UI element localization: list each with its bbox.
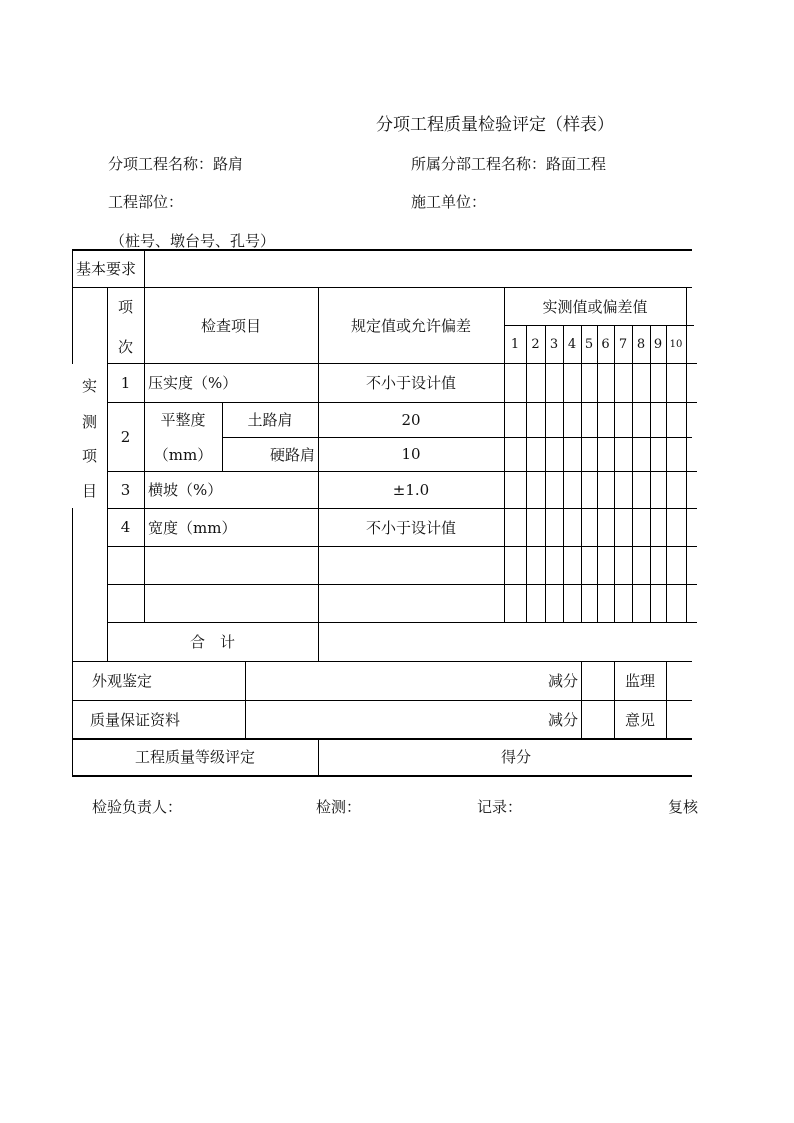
- recorder-label: 记录：: [477, 798, 523, 816]
- row-spec: 不小于设计值: [365, 374, 456, 392]
- basic-req-label: 基本要求: [76, 259, 137, 278]
- col-number: 10: [669, 338, 683, 350]
- deduct-label: 减分: [547, 672, 578, 690]
- sub-spec: 10: [401, 445, 421, 463]
- reviewer-label: 复核: [668, 798, 699, 816]
- side-char: 实: [81, 376, 97, 395]
- measured-header: 实测值或偏差值: [542, 297, 648, 316]
- side-char: 目: [81, 481, 97, 500]
- spec-header: 规定值或允许偏差: [350, 316, 471, 335]
- row-item: 平整度: [160, 411, 206, 429]
- sub-item: 土路肩: [247, 411, 293, 429]
- tester-label: 检测：: [316, 798, 362, 816]
- item-name: 分项工程名称：路肩: [108, 155, 244, 173]
- sub-spec: 20: [401, 410, 421, 429]
- row-spec: 不小于设计值: [365, 518, 456, 537]
- page-title: 分项工程质量检验评定（样表）: [376, 115, 614, 135]
- col-number: 2: [531, 336, 540, 352]
- total-label: 合 计: [189, 633, 235, 651]
- item-no-header: 次: [117, 337, 133, 356]
- check-item-header: 检查项目: [200, 316, 261, 335]
- stake-label: （桩号、墩台号、孔号）: [110, 232, 276, 250]
- appearance-label: 外观鉴定: [92, 672, 153, 690]
- col-number: 1: [510, 336, 520, 352]
- side-char: 测: [81, 412, 97, 431]
- col-number: 8: [636, 336, 646, 352]
- row-item: 横坡（%）: [148, 481, 223, 499]
- sub-item: 硬路肩: [269, 445, 315, 464]
- item-no-header: 项: [117, 297, 133, 316]
- col-number: 9: [653, 336, 663, 352]
- col-number: 7: [618, 336, 628, 352]
- col-number: 5: [584, 336, 594, 352]
- grade-label: 工程质量等级评定: [134, 748, 255, 766]
- supervisor-label: 监理: [624, 672, 655, 690]
- row-item: 宽度（mm）: [148, 518, 237, 537]
- row-no: 2: [120, 427, 131, 446]
- deduct-label: 减分: [547, 710, 578, 729]
- col-number: 6: [601, 336, 610, 352]
- contractor: 施工单位：: [411, 193, 487, 211]
- row-unit: （mm）: [153, 445, 213, 464]
- score-label: 得分: [500, 748, 531, 766]
- quality-docs-label: 质量保证资料: [90, 710, 181, 729]
- row-item: 压实度（%）: [148, 374, 238, 392]
- side-char: 项: [81, 446, 97, 465]
- col-number: 3: [549, 336, 559, 352]
- location: 工程部位：: [108, 193, 184, 211]
- row-no: 3: [120, 480, 131, 499]
- row-no: 1: [120, 373, 131, 392]
- inspector-label: 检验负责人：: [92, 798, 183, 816]
- parent-name: 所属分部工程名称：路面工程: [411, 155, 607, 173]
- row-no: 4: [120, 518, 131, 536]
- col-number: 4: [567, 336, 577, 352]
- opinion-label: 意见: [624, 710, 655, 729]
- row-spec: ±1.0: [392, 480, 430, 499]
